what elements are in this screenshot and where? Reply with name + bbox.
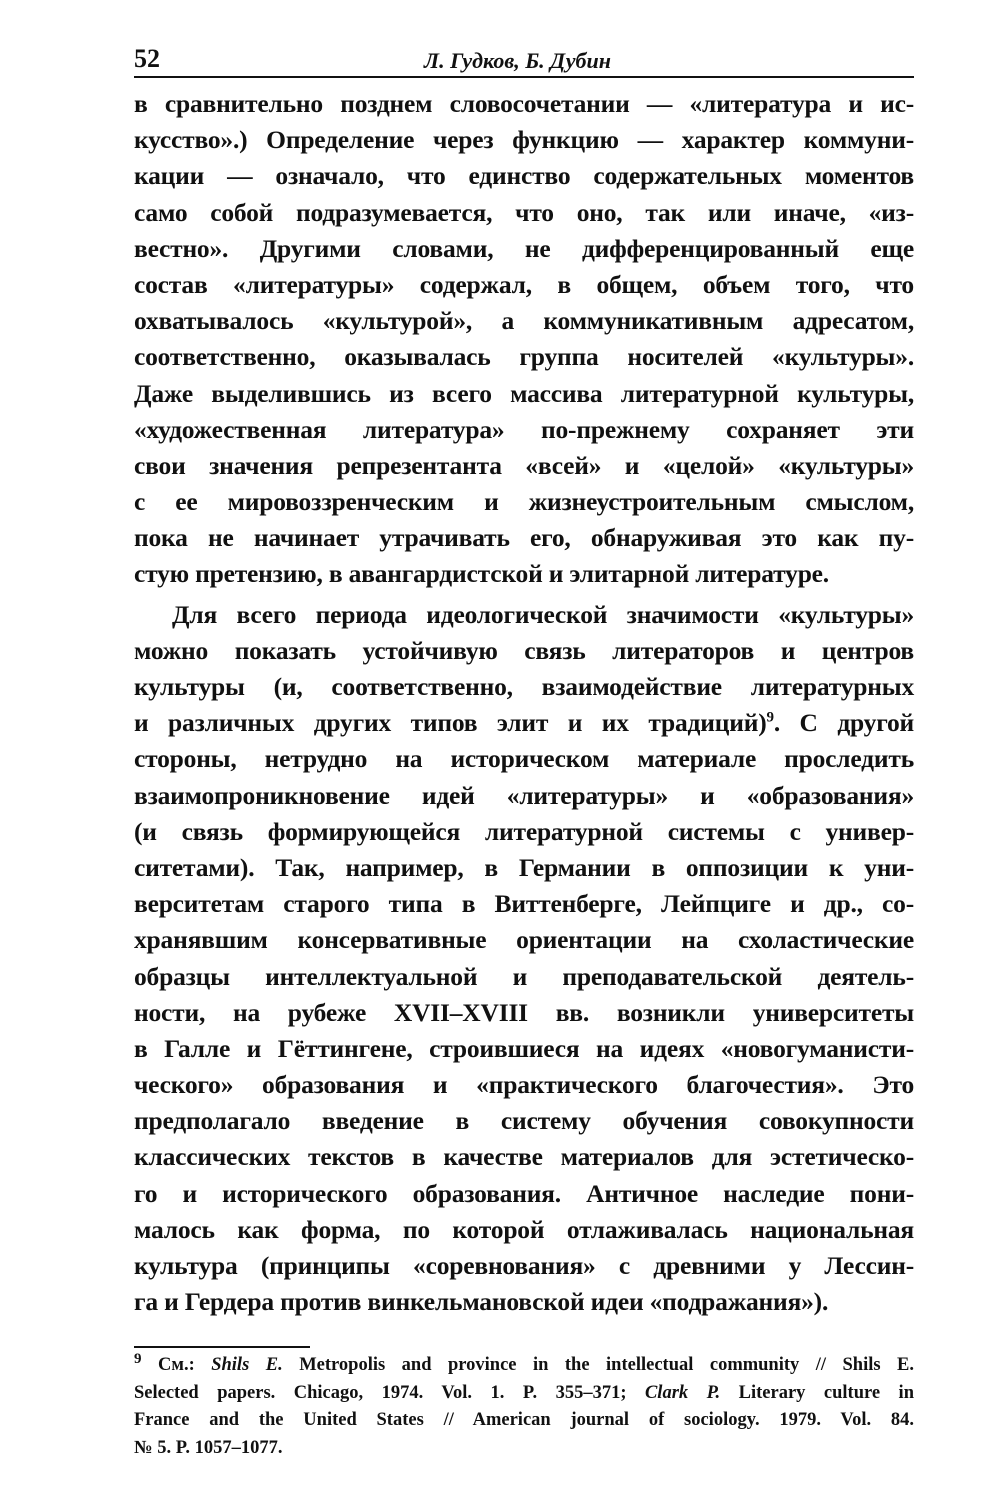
footnote-text: Selected papers. Chicago, 1974. Vol. 1. P. 355–371; xyxy=(134,1382,645,1403)
text-line: стую претензию, в авангардистской и элитарной литературе. xyxy=(134,559,829,589)
text-line: состав «литературы» содержал, в общем, объем того, что xyxy=(134,269,914,299)
text-line: взаимопроникновение идей «литературы» и «образования» xyxy=(134,780,914,810)
text-line: Для всего периода идеологической значимости «культуры» xyxy=(172,599,914,629)
text-line: кусство».) Определение через функцию — характер коммуни- xyxy=(134,125,914,155)
footnote-author: Clark P. xyxy=(644,1382,721,1403)
text-line: га и Гердера против винкельмановской идеи «подражания»). xyxy=(134,1287,829,1317)
text-line: соответственно, оказывалась группа носителей «культуры». xyxy=(134,342,914,372)
running-head: Л. Гудков, Б. Дубин xyxy=(424,48,611,73)
text-line: с ее мировоззренческим и жизнеустроительным смыслом, xyxy=(134,487,914,517)
text-line: малось как форма, по которой отлаживалась национальная xyxy=(134,1214,914,1244)
text-line: го и исторического образования. Античное наследие пони- xyxy=(134,1178,914,1208)
text-line: ческого» образования и «практического благочестия». Это xyxy=(134,1070,914,1100)
footnote-reference[interactable]: 9 xyxy=(766,709,774,726)
text-line-with-footnote-ref xyxy=(134,705,914,741)
footnote-divider xyxy=(134,1346,310,1348)
footnote-line: France and the United States // American journal of sociology. 1979. Vol. 84. xyxy=(134,1410,914,1430)
text-line: ситетами). Так, например, в Германии в оппозиции к уни- xyxy=(134,852,914,882)
book-page xyxy=(134,40,914,1320)
text-line: хранявшим консервативные ориентации на схоластические xyxy=(134,925,914,955)
footnote-line xyxy=(134,1352,914,1380)
footnote-marker: 9 xyxy=(134,1350,142,1367)
footnote-line: № 5. P. 1057–1077. xyxy=(134,1437,283,1458)
text-line: само собой подразумевается, что оно, так или иначе, «из- xyxy=(134,197,914,227)
text-line: ности, на рубеже XVII–XVIII вв. возникли университеты xyxy=(134,997,914,1027)
text-line: Даже выделившись из всего массива литературной культуры, xyxy=(134,378,914,408)
text-line: культура (принципы «соревнования» с древними у Лессин- xyxy=(134,1251,914,1280)
text-line: верситетам старого типа в Виттенберге, Лейпциге и др., со- xyxy=(134,889,914,919)
text-line: (и связь формирующейся литературной системы с универ- xyxy=(134,816,914,846)
text-segment: и различных других типов элит и их традиций) xyxy=(134,708,767,738)
text-line: «художественная литература» по-прежнему сохраняет эти xyxy=(134,414,914,444)
text-line: можно показать устойчивую связь литераторов и центров xyxy=(134,635,914,665)
footnote-line xyxy=(134,1380,914,1408)
text-line: культуры (и, соответственно, взаимодействие литературных xyxy=(134,672,914,701)
page-number: 52 xyxy=(134,44,160,73)
text-line: в сравнительно позднем словосочетании — «литература и ис- xyxy=(134,89,914,118)
footnote-text: Literary culture in xyxy=(720,1382,914,1403)
text-line: пока не начинает утрачивать его, обнаруживая это как пу- xyxy=(134,523,914,553)
body-text xyxy=(134,86,914,1320)
text-line: вестно». Другими словами, не дифференцированный еще xyxy=(134,233,914,263)
text-line: классических текстов в качестве материалов для эстетическо- xyxy=(134,1142,914,1172)
footnote xyxy=(134,1352,914,1462)
text-line: в Галле и Гёттингене, строившиеся на идеях «новогуманисти- xyxy=(134,1033,914,1063)
page-header xyxy=(134,40,914,78)
text-line: свои значения репрезентанта «всей» и «целой» «культуры» xyxy=(134,450,914,480)
text-line: предполагало введение в систему обучения совокупности xyxy=(134,1106,914,1136)
text-segment: . С другой xyxy=(773,708,914,738)
text-line: стороны, нетрудно на историческом материале проследить xyxy=(134,744,914,774)
text-line: кации — означало, что единство содержательных моментов xyxy=(134,161,914,191)
footnote-author: Shils E. xyxy=(211,1355,283,1375)
footnote-text: Metropolis and province in the intellectual community // Shils E. xyxy=(282,1355,915,1375)
footnote-prefix: См.: xyxy=(141,1355,212,1375)
text-line: образцы интеллектуальной и преподавательской деятель- xyxy=(134,961,914,991)
text-line: охватывалось «культурой», а коммуникативным адресатом, xyxy=(134,306,914,336)
